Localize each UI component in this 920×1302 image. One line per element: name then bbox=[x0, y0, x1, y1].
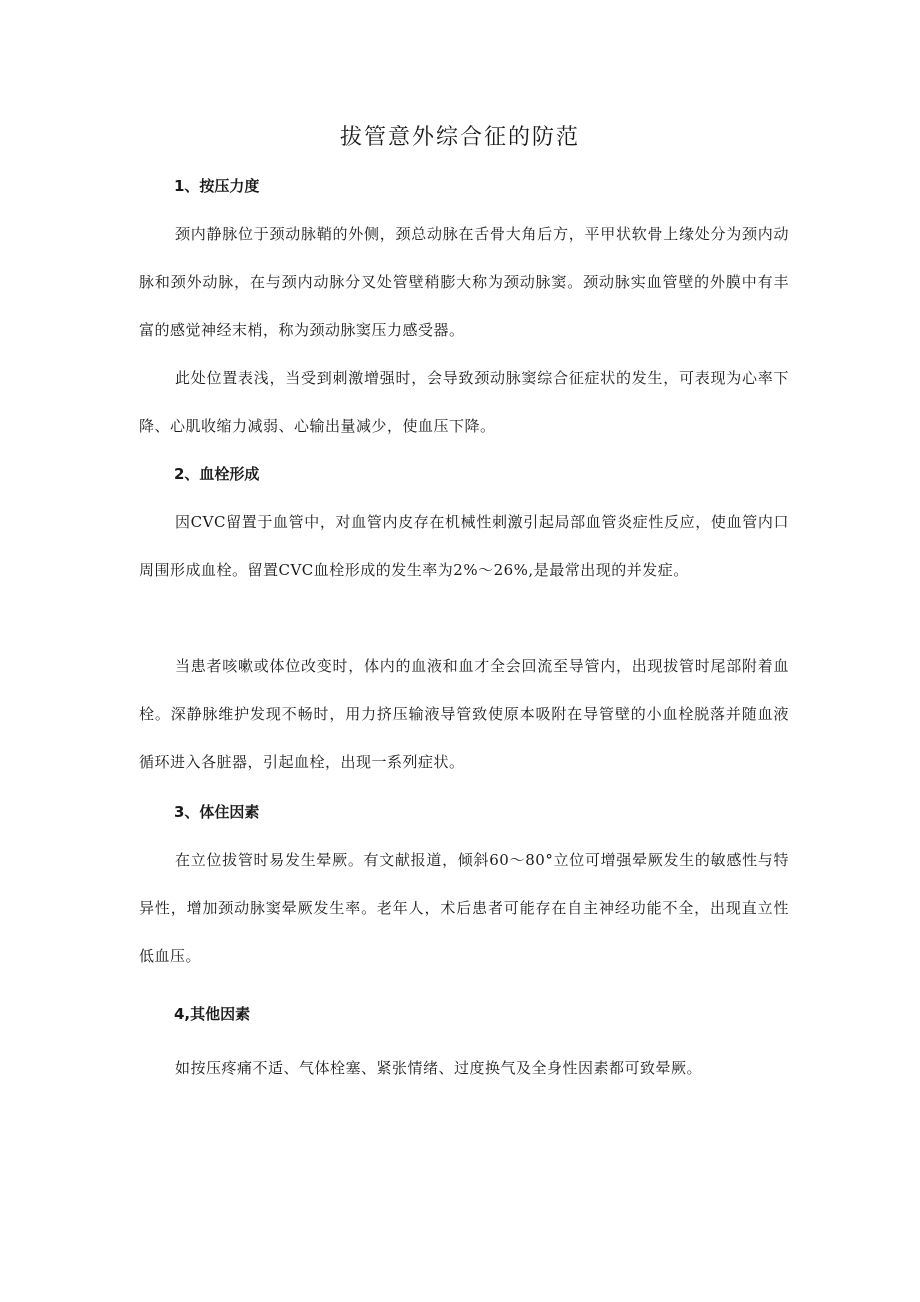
paragraph-thrombus-detachment: 当患者咳嗽或体位改变时，体内的血液和血才全会回流至导管内，出现拔管时尾部附着血栓。深静脉维护发现不畅时，用力挤压输液导管致使原本吸附在导管壁的小血栓脱落并随血液循环进入各脏器，引起血栓，出现一系列症状。 bbox=[139, 657, 789, 771]
paragraph-cvc-thrombus: 因CVC留置于血管中，对血管内皮存在机械性刺激引起局部血管炎症性反应，使血管内口周围形成血栓。留置CVC血栓形成的发生率为2%～26%,是最常出现的并发症。 bbox=[139, 513, 789, 579]
paragraph-carotid-anatomy: 颈内静脉位于颈动脉鞘的外侧，颈总动脉在舌骨大角后方，平甲状软骨上缘处分为颈内动脉和颈外动脉，在与颈内动脉分叉处管壁稍膨大称为颈动脉窦。颈动脉实血管壁的外膜中有丰富的感觉神经末梢，称为颈动脉窦压力感受器。 bbox=[139, 225, 789, 339]
paragraph-posture-syncope: 在立位拔管时易发生晕厥。有文献报道，倾斜60～80°立位可增强晕厥发生的敏感性与特异性，增加颈动脉窦晕厥发生率。老年人，术后患者可能存在自主神经功能不全，出现直立性低血压。 bbox=[139, 851, 789, 965]
section-heading-pressure: 1、按压力度 bbox=[174, 177, 260, 195]
paragraph-carotid-sinus-syndrome: 此处位置表浅，当受到刺激增强时，会导致颈动脉窦综合征症状的发生，可表现为心率下降、心肌收缩力减弱、心输出量减少，使血压下降。 bbox=[139, 369, 789, 435]
section-heading-other-factors: 4,其他因素 bbox=[174, 1005, 251, 1023]
section-heading-posture: 3、体住因素 bbox=[174, 803, 260, 821]
paragraph-other-factors: 如按压疼痛不适、气体栓塞、紧张情绪、过度换气及全身性因素都可致晕厥。 bbox=[175, 1059, 703, 1077]
section-heading-thrombosis: 2、血栓形成 bbox=[174, 465, 260, 483]
document-title: 拔管意外综合征的防范 bbox=[339, 125, 580, 150]
